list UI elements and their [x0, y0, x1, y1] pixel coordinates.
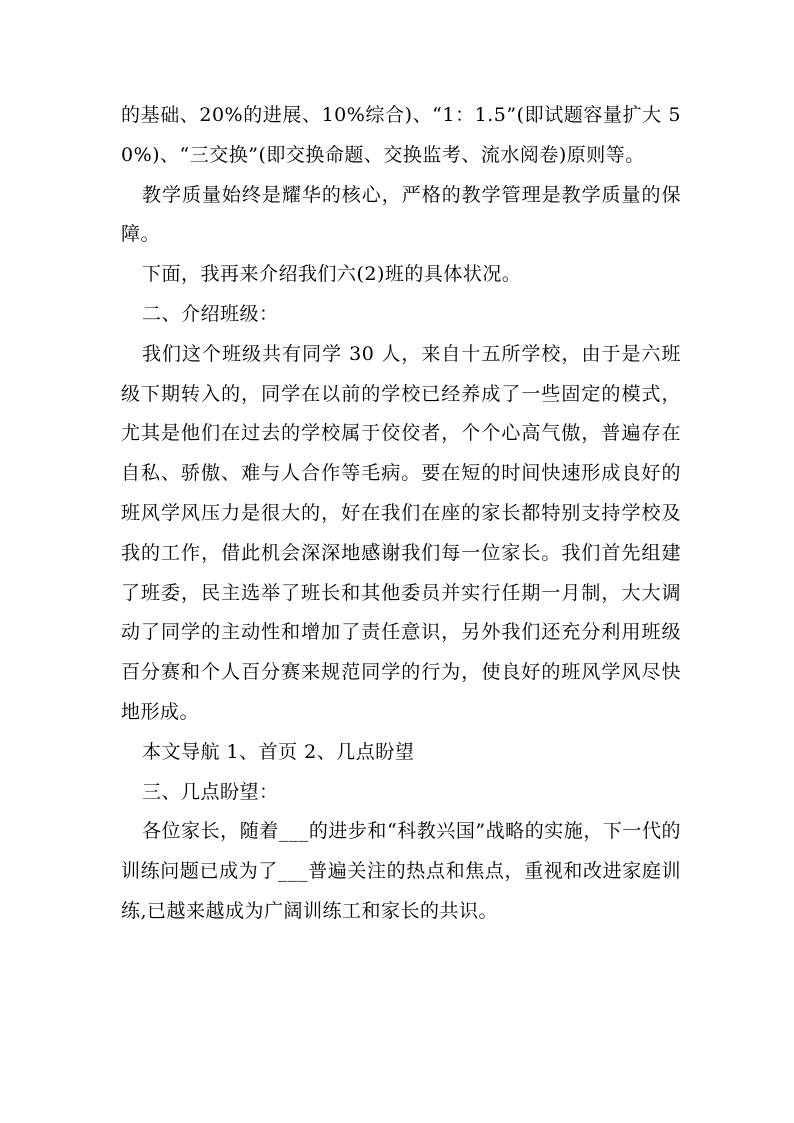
section-heading-hopes: 三、几点盼望：	[142, 780, 279, 803]
article-navigation: 本文导航 1、首页 2、几点盼望	[142, 740, 415, 763]
section-heading-class-intro: 二、介绍班级：	[142, 302, 279, 325]
paragraph-parents-address: 各位家长，随着___的进步和“科教兴国”战略的实施，下一代的训练问题已成为了___普遍关注的热点和焦点，重视和改进家庭训练,已越来越成为广阔训练工和家长的共识。	[121, 820, 681, 922]
paragraph-exam-principles: 的基础、20%的进展、10%综合)、“1：1.5”(即试题容量扩大 50%)、“三交换”(即交换命题、交换监考、流水阅卷)原则等。	[121, 104, 681, 166]
document-body	[121, 96, 681, 932]
paragraph-class-intro-lead: 下面，我再来介绍我们六(2)班的具体状况。	[142, 263, 522, 286]
paragraph-teaching-quality: 教学质量始终是耀华的核心，严格的教学管理是教学质量的保障。	[121, 183, 681, 246]
paragraph-class-description: 我们这个班级共有同学 30 人，来自十五所学校，由于是六班级下期转入的，同学在以前的学校已经养成了一些固定的模式，尤其是他们在过去的学校属于佼佼者，个个心高气傲，普遍存在自私、骄傲、难与人合作等毛病。要在短的时间快速形成良好的班风学风压力是很大的，好在我们在座的家长都特别支持学校及我的工作，借此机会深深地感谢我们每一位家长。我们首先组建了班委，民主选举了班长和其他委员并实行任期一月制，大大调动了同学的主动性和增加了责任意识，另外我们还充分利用班级百分赛和个人百分赛来规范同学的行为，使良好的班风学风尽快地形成。	[121, 342, 681, 723]
